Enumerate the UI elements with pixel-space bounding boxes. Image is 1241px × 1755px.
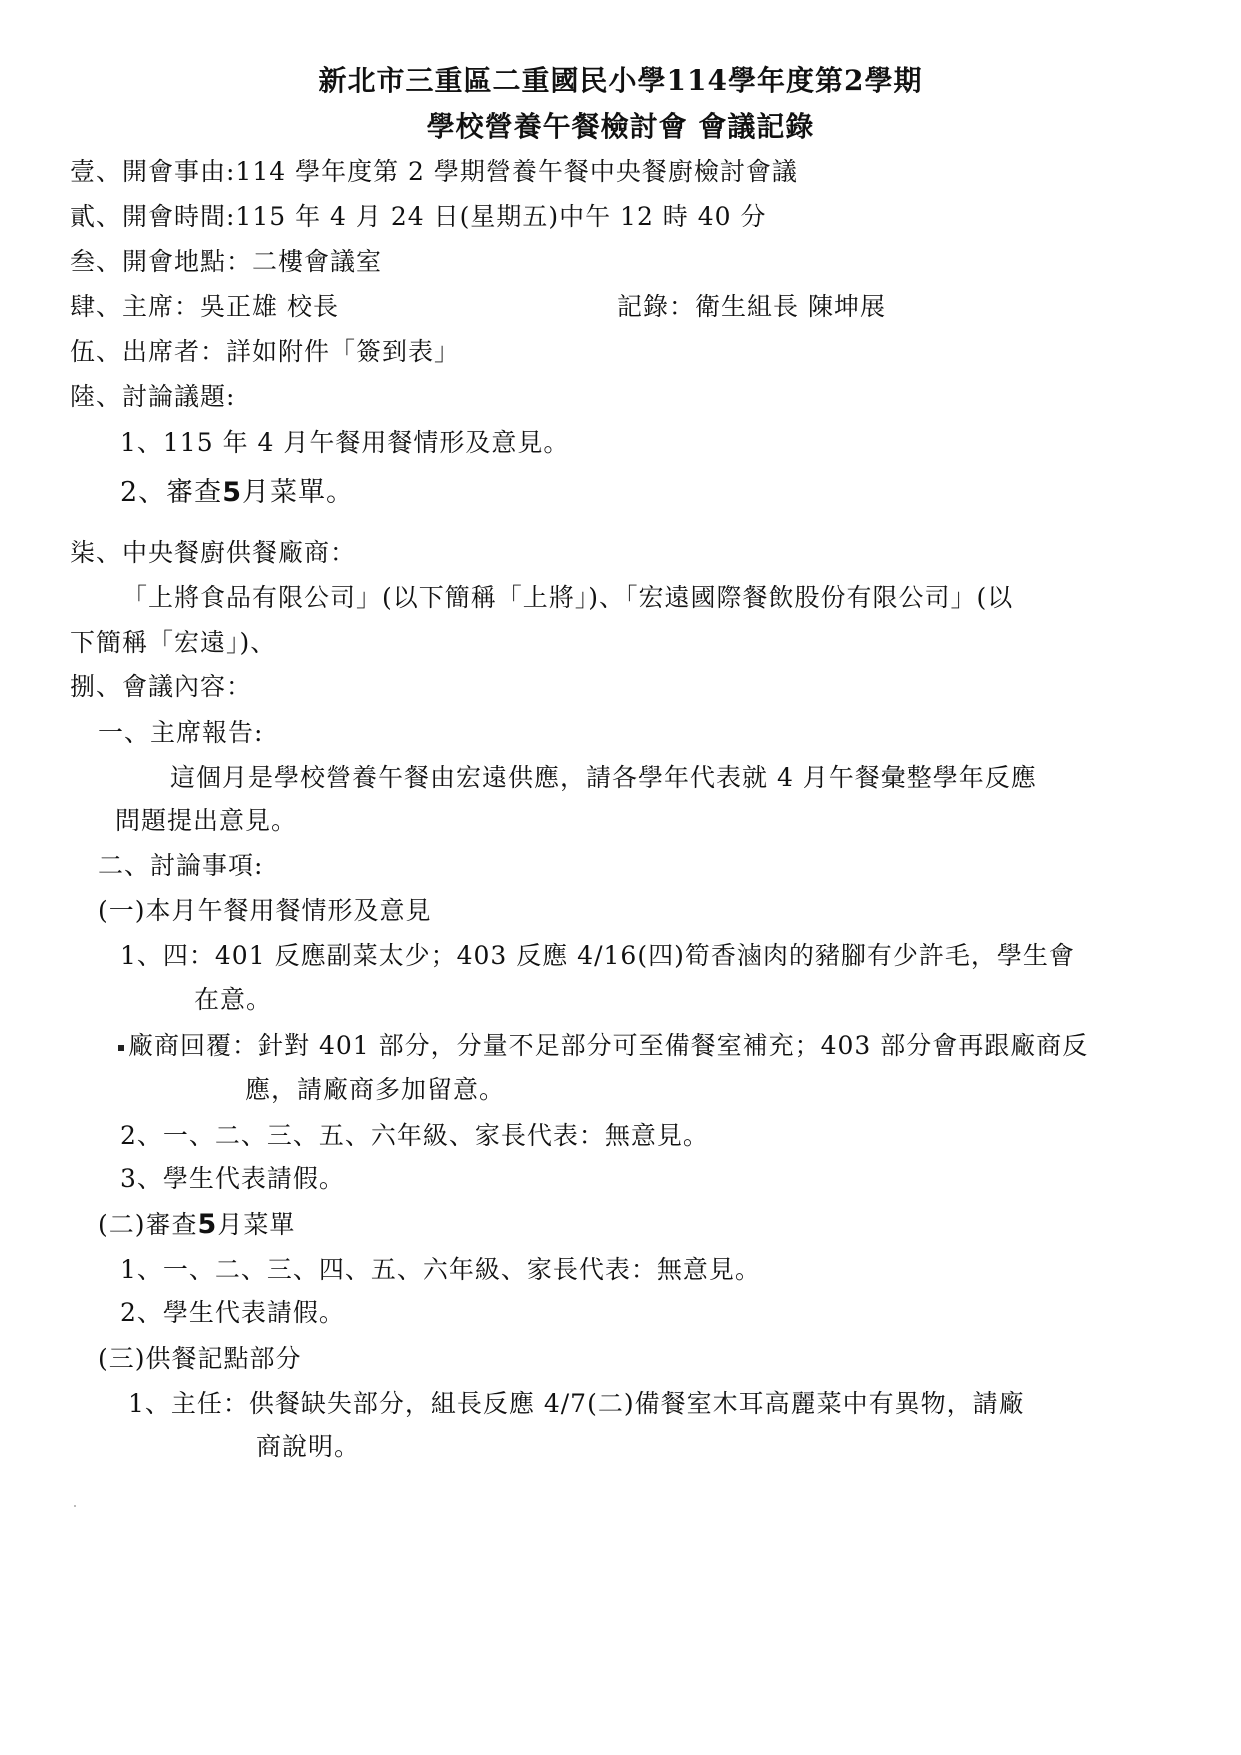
- report-line-1: 這個月是學校營養午餐由宏遠供應，請各學年代表就 4 月午餐彙整學年反應: [170, 763, 1037, 792]
- content-heading: 捌、會議內容：: [70, 672, 253, 701]
- topics-heading: 陸、討論議題:: [70, 382, 236, 411]
- document-subtitle: 學校營養午餐檢討會 會議記錄: [426, 110, 815, 143]
- sub1-item-3: 3、學生代表請假。: [120, 1164, 345, 1193]
- vendor-reply-line-2: 應，請廠商多加留意。: [245, 1075, 506, 1104]
- bullet-icon: [118, 1045, 124, 1051]
- vendor-reply-text: 廠商回覆：針對 401 部分，分量不足部分可至備餐室補充；403 部分會再跟廠商反: [128, 1031, 1089, 1060]
- document-title: 新北市三重區二重國民小學114學年度第2學期: [318, 64, 923, 97]
- sub2-heading-suffix: 月菜單: [217, 1210, 296, 1239]
- vendors-line-2: 下簡稱「宏遠」)、: [70, 628, 277, 657]
- sub1-item-1-line-1: 1、四：401 反應副菜太少；403 反應 4/16(四)筍香滷肉的豬腳有少許毛，學生會: [120, 941, 1075, 970]
- report-line-2: 問題提出意見。: [115, 806, 298, 835]
- sub2-heading-number: 5: [197, 1209, 218, 1240]
- topic-item-1: 1、115 年 4 月午餐用餐情形及意見。: [120, 428, 570, 457]
- meeting-attendees: 伍、出席者：詳如附件「簽到表」: [70, 337, 461, 366]
- scan-speck: [74, 1505, 76, 1507]
- discussion-heading: 二、討論事項:: [98, 851, 264, 880]
- topic-item-2: [120, 478, 354, 508]
- report-heading: 一、主席報告:: [98, 718, 264, 747]
- sub1-item-1-line-2: 在意。: [194, 985, 273, 1014]
- topic-item-2-number: 5: [222, 477, 242, 508]
- sub2-item-1: 1、一、二、三、四、五、六年級、家長代表：無意見。: [120, 1255, 761, 1284]
- sub1-heading: (一)本月午餐用餐情形及意見: [98, 896, 432, 925]
- sub2-heading-prefix: (二)審查: [98, 1210, 198, 1239]
- sub3-heading: (三)供餐記點部分: [98, 1344, 302, 1373]
- sub1-item-2: 2、一、二、三、五、六年級、家長代表：無意見。: [120, 1121, 709, 1150]
- vendors-heading: 柒、中央餐廚供餐廠商：: [70, 538, 357, 567]
- vendors-line-1: 「上將食品有限公司」(以下簡稱「上將」)、「宏遠國際餐飲股份有限公司」(以: [122, 583, 1014, 612]
- sub3-item-1-line-1: 1、主任：供餐缺失部分，組長反應 4/7(二)備餐室木耳高麗菜中有異物，請廠: [128, 1389, 1025, 1418]
- meeting-reason: 壹、開會事由:114 學年度第 2 學期營養午餐中央餐廚檢討會議: [70, 157, 798, 186]
- meeting-time: 貳、開會時間:115 年 4 月 24 日(星期五)中午 12 時 40 分: [70, 202, 767, 231]
- sub2-item-2: 2、學生代表請假。: [120, 1298, 345, 1327]
- vendor-reply-line-1: [118, 1031, 1088, 1061]
- meeting-recorder: 記錄：衛生組長 陳坤展: [617, 292, 886, 321]
- sub2-heading: [98, 1210, 295, 1240]
- topic-item-2-suffix: 月菜單。: [241, 477, 354, 508]
- meeting-place: 叁、開會地點：二樓會議室: [70, 247, 383, 276]
- topic-item-2-prefix: 2、審查: [120, 477, 223, 508]
- sub3-item-1-line-2: 商說明。: [256, 1432, 361, 1461]
- meeting-chair: 肆、主席：吳正雄 校長: [70, 292, 339, 321]
